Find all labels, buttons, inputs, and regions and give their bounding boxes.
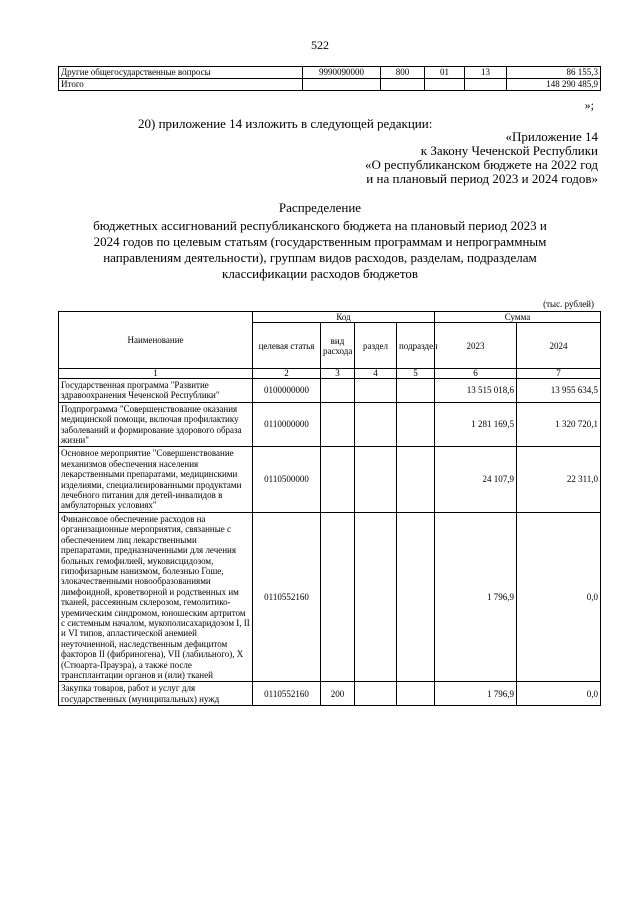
- row-section: 01: [425, 67, 465, 79]
- row-name: Итого: [59, 79, 303, 91]
- units-label: (тыс. рублей): [543, 299, 594, 309]
- row-target: [303, 79, 381, 91]
- row-amount-2024: 22 311,0: [517, 447, 601, 512]
- row-name: Финансовое обеспечение расходов на организационные мероприятия, связанные с обеспечением лиц лекарственными препаратами, предназначенными для лечения больных гемофилией, муковисцидозом, гипофизарным нанизмом, болезнью Гоше, злокачественными новообразованиями лимфоидной, кроветворной и родственных им тканей, рассеянным склерозом, гемолитико-уремическим синдромом, юношеским артритом с системным началом, мукополисахаридозом I, II и VI типов, апластической анемией неуточненной, наследственным дефицитом факторов II (фибриногена), VII (лабильного), X (Стюарта-Прауэра), а также после трансплантации органов и (или) тканей: [59, 512, 253, 682]
- table-row: [59, 379, 601, 403]
- top-budget-table: [58, 66, 601, 91]
- row-expense-type: [321, 402, 355, 447]
- row-name: Другие общегосударственные вопросы: [59, 67, 303, 79]
- row-section: [355, 402, 397, 447]
- table-row: [59, 447, 601, 512]
- header-target: целевая статья: [253, 323, 321, 369]
- header-row: [59, 312, 601, 323]
- table-row: [59, 682, 601, 706]
- row-expense-type: [321, 447, 355, 512]
- row-subsection: [397, 682, 435, 706]
- row-subsection: [465, 79, 507, 91]
- header-sum: Сумма: [435, 312, 601, 323]
- row-subsection: 13: [465, 67, 507, 79]
- header-2023: 2023: [435, 323, 517, 369]
- row-name: Подпрограмма "Совершенствование оказания медицинской помощи, включая профилактику заболеваний и формирование здорового образа жизни": [59, 402, 253, 447]
- header-2024: 2024: [517, 323, 601, 369]
- row-subsection: [397, 512, 435, 682]
- appendix-line: «Приложение 14: [505, 129, 598, 144]
- row-expense-type: 200: [321, 682, 355, 706]
- row-amount: 148 290 485,9: [507, 79, 601, 91]
- appendix-line: и на плановый период 2023 и 2024 годов»: [366, 171, 598, 186]
- row-section: [355, 512, 397, 682]
- column-number: 7: [517, 369, 601, 379]
- heading-title: Распределение: [278, 200, 362, 215]
- row-amount-2024: 0,0: [517, 512, 601, 682]
- row-expense-type: [381, 79, 425, 91]
- row-name: Закупка товаров, работ и услуг для государственных (муниципальных) нужд: [59, 682, 253, 706]
- row-amount-2023: 1 796,9: [435, 682, 517, 706]
- column-number: 4: [355, 369, 397, 379]
- row-amount-2023: 24 107,9: [435, 447, 517, 512]
- row-target: 0110552160: [253, 512, 321, 682]
- row-amount-2024: 13 955 634,5: [517, 379, 601, 403]
- row-amount-2024: 0,0: [517, 682, 601, 706]
- appendix-reference: [278, 130, 598, 186]
- row-expense-type: [321, 379, 355, 403]
- column-number: 3: [321, 369, 355, 379]
- table-row: [59, 402, 601, 447]
- header-code: Код: [253, 312, 435, 323]
- header-section: раздел: [355, 323, 397, 369]
- column-number: 6: [435, 369, 517, 379]
- row-expense-type: [321, 512, 355, 682]
- budget-allocation-table: [58, 311, 601, 706]
- row-target: 0110500000: [253, 447, 321, 512]
- amendment-paragraph: 20) приложение 14 изложить в следующей редакции:: [138, 116, 433, 131]
- row-subsection: [397, 447, 435, 512]
- row-name: Основное мероприятие "Совершенствование механизмов обеспечения населения лекарственными препаратами, медицинскими изделиями, специализированными продуктами лечебного питания для детей-инвалидов в амбулаторных условиях": [59, 447, 253, 512]
- header-subsection: подраздел: [397, 323, 435, 369]
- header-expense-type: вид расхода: [321, 323, 355, 369]
- document-heading: [80, 200, 560, 282]
- table-row: [59, 512, 601, 682]
- table-row: [59, 79, 601, 91]
- column-number: 5: [397, 369, 435, 379]
- row-expense-type: 800: [381, 67, 425, 79]
- row-target: 0110000000: [253, 402, 321, 447]
- row-amount-2024: 1 320 720,1: [517, 402, 601, 447]
- appendix-line: к Закону Чеченской Республики: [420, 143, 598, 158]
- row-subsection: [397, 379, 435, 403]
- page-number: 522: [311, 38, 329, 52]
- closing-quote: »;: [584, 98, 594, 112]
- column-number: 2: [253, 369, 321, 379]
- column-number-row: [59, 369, 601, 379]
- row-amount: 86 155,3: [507, 67, 601, 79]
- column-number: 1: [59, 369, 253, 379]
- row-section: [355, 447, 397, 512]
- row-name: Государственная программа "Развитие здравоохранения Чеченской Республики": [59, 379, 253, 403]
- row-amount-2023: 13 515 018,6: [435, 379, 517, 403]
- appendix-line: «О республиканском бюджете на 2022 год: [364, 157, 598, 172]
- row-section: [355, 379, 397, 403]
- table-row: [59, 67, 601, 79]
- row-amount-2023: 1 281 169,5: [435, 402, 517, 447]
- header-name: Наименование: [59, 312, 253, 369]
- row-section: [355, 682, 397, 706]
- row-amount-2023: 1 796,9: [435, 512, 517, 682]
- row-target: 0110552160: [253, 682, 321, 706]
- row-subsection: [397, 402, 435, 447]
- heading-body: бюджетных ассигнований республиканского бюджета на плановый период 2023 и 2024 годов по целевым статьям (государственным программам и непрограммным направлениям деятельности), группам видов расходов, разделам, подразделам классификации расходов бюджетов: [93, 218, 547, 281]
- row-section: [425, 79, 465, 91]
- row-target: 9990090000: [303, 67, 381, 79]
- row-target: 0100000000: [253, 379, 321, 403]
